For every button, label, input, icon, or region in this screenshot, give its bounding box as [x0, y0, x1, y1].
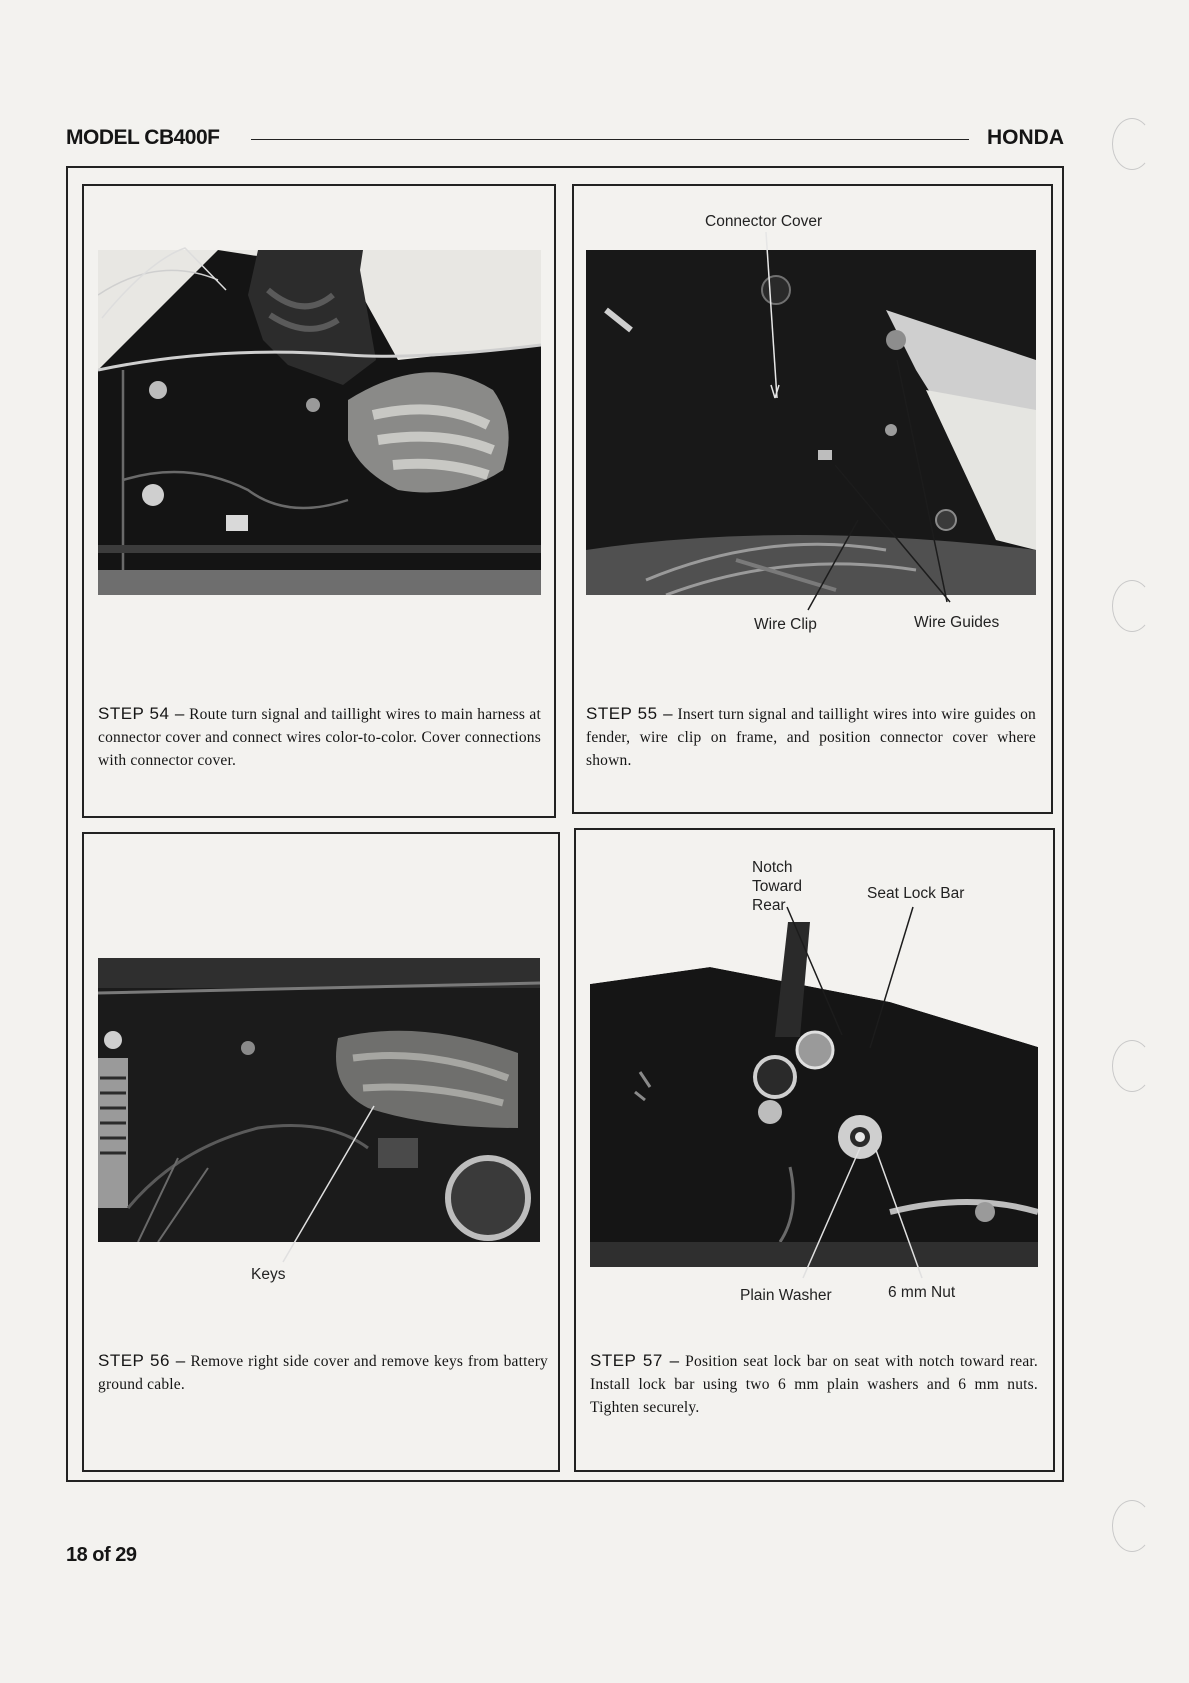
callout-connector-cover: Connector Cover	[705, 213, 823, 230]
step-56-body: Remove right side cover and remove keys from battery ground cable.	[98, 1353, 549, 1393]
step-57-text	[590, 1349, 1038, 1419]
page-number: 18 of 29	[66, 1544, 137, 1566]
step-54-text	[98, 702, 541, 772]
step-56-label: STEP 56 –	[98, 1351, 186, 1370]
binder-hole	[1112, 580, 1152, 632]
step-55-body: Insert turn signal and taillight wires into wire guides on fender, wire clip on frame, and position connector cover where shown.	[586, 706, 1037, 769]
page-header	[66, 126, 1064, 156]
step-57-label: STEP 57 –	[590, 1351, 680, 1370]
callout-wire-guides: Wire Guides	[914, 614, 1000, 631]
step-55-text	[586, 702, 1036, 772]
brand-name: HONDA	[987, 126, 1064, 149]
step-56-text	[98, 1349, 548, 1396]
callout-keys: Keys	[251, 1266, 286, 1283]
step-54-body: Route turn signal and taillight wires to main harness at connector cover and connect wires color-to-color. Cover connections with connector cover.	[98, 706, 542, 769]
header-rule	[251, 139, 969, 140]
binder-hole	[1112, 1500, 1152, 1552]
step-54-photo	[98, 250, 541, 595]
step-57-body: Position seat lock bar on seat with notch toward rear. Install lock bar using two 6 mm plain washers and 6 mm nuts. Tighten securely.	[590, 1353, 1039, 1416]
model-title: MODEL CB400F	[66, 126, 220, 149]
step-56-photo	[98, 958, 540, 1242]
step-54-label: STEP 54 –	[98, 704, 185, 723]
binder-hole	[1112, 118, 1152, 170]
callout-6mm-nut: 6 mm Nut	[888, 1284, 956, 1301]
step-55-label: STEP 55 –	[586, 704, 674, 723]
binder-hole	[1112, 1040, 1152, 1092]
step-55-photo	[586, 250, 1036, 595]
callout-plain-washer: Plain Washer	[740, 1287, 832, 1304]
callout-wire-clip: Wire Clip	[754, 616, 817, 633]
callout-notch-toward-rear: Notch Toward Rear	[752, 859, 802, 914]
callout-seat-lock-bar: Seat Lock Bar	[867, 885, 965, 902]
step-57-photo	[590, 922, 1038, 1267]
